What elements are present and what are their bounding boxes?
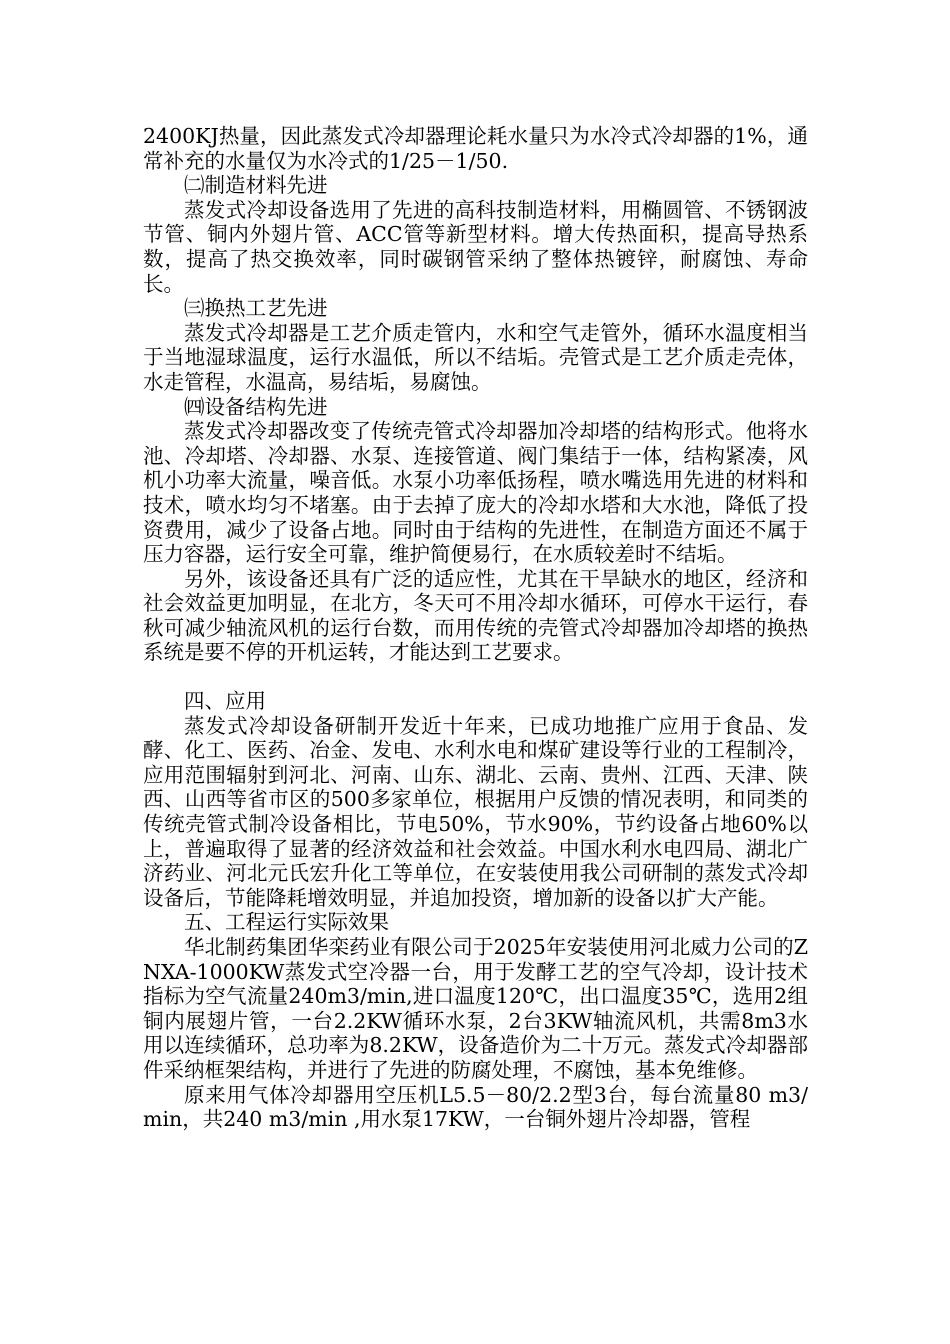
heading-structure: ㈣设备结构先进 (184, 394, 328, 419)
paragraph-adaptability: 另外，该设备还具有广泛的适应性，尤其在干旱缺水的地区，经济和社会效益更加明显，在北方，冬天可不用冷却水循环，可停水干运行，春秋可减少轴流风机的运行台数，而用传统的壳管式冷却器加冷却塔的换热系统是要不停的开机运转，才能达到工艺要求。 (143, 566, 808, 665)
paragraph-case-study: 华北制药集团华栾药业有限公司于2025年安装使用河北威力公司的ZNXA-1000KW蒸发式空冷器一台，用于发酵工艺的空气冷却，设计技术指标为空气流量240m3/min,进口温度120℃，出口温度35℃，选用2组铜内展翅片管，一台2.2KW循环水泵，2台3KW轴流风机，共需8m3水用以连续循环，总功率为8.2KW，设备造价为二十万元。蒸发式冷却器部件采纳框架结构，并进行了先进的防腐处理，不腐蚀，基本免维修。 (143, 935, 808, 1082)
paragraph-heat-exchange: 蒸发式冷却器是工艺介质走管内，水和空气走管外，循环水温度相当于当地湿球温度，运行水温低，所以不结垢。壳管式是工艺介质走壳体，水走管程，水温高，易结垢，易腐蚀。 (143, 320, 808, 394)
paragraph-original-setup: 原来用气体冷却器用空压机L5.5－80/2.2型3台，每台流量80 m3/min，共240 m3/min ,用水泵17KW，一台铜外翅片冷却器，管程 (143, 1082, 808, 1132)
paragraph-materials: 蒸发式冷却设备选用了先进的高科技制造材料，用椭圆管、不锈钢波节管、铜内外翅片管、ACC管等新型材料。增大传热面积，提高导热系数，提高了热交换效率，同时碳钢管采纳了整体热镀锌，耐腐蚀、寿命长。 (143, 197, 808, 296)
heading-application: 四、应用 (184, 689, 266, 714)
heading-materials: ㈡制造材料先进 (184, 173, 328, 198)
heading-heat-exchange: ㈢换热工艺先进 (184, 296, 328, 321)
document-page (143, 124, 808, 1132)
paragraph-water-consumption: 2400KJ热量，因此蒸发式冷却器理论耗水量只为水冷式冷却器的1%，通常补充的水量仅为水冷式的1/25－1/50. (143, 124, 808, 173)
heading-engineering-results: 五、工程运行实际效果 (184, 910, 389, 935)
section-gap (143, 665, 808, 689)
paragraph-structure: 蒸发式冷却器改变了传统壳管式冷却器加冷却塔的结构形式。他将水池、冷却塔、冷却器、水泵、连接管道、阀门集结于一体，结构紧凑，风机小功率大流量，噪音低。水泵小功率低扬程，喷水嘴选用先进的材料和技术，喷水均匀不堵塞。由于去掉了庞大的冷却水塔和大水池，降低了投资费用，减少了设备占地。同时由于结构的先进性，在制造方面还不属于压力容器，运行安全可靠，维护简便易行，在水质较差时不结垢。 (143, 419, 808, 567)
paragraph-application: 蒸发式冷却设备研制开发近十年来，已成功地推广应用于食品、发酵、化工、医药、冶金、发电、水利水电和煤矿建设等行业的工程制冷，应用范围辐射到河北、河南、山东、湖北、云南、贵州、江西、天津、陕西、山西等省市区的500多家单位，根据用户反馈的情况表明，和同类的传统壳管式制冷设备相比，节电50%，节水90%，节约设备占地60%以上，普遍取得了显著的经济效益和社会效益。中国水利水电四局、湖北广济药业、河北元氏宏升化工等单位，在安装使用我公司研制的蒸发式冷却设备后，节能降耗增效明显，并追加投资，增加新的设备以扩大产能。 (143, 713, 808, 910)
